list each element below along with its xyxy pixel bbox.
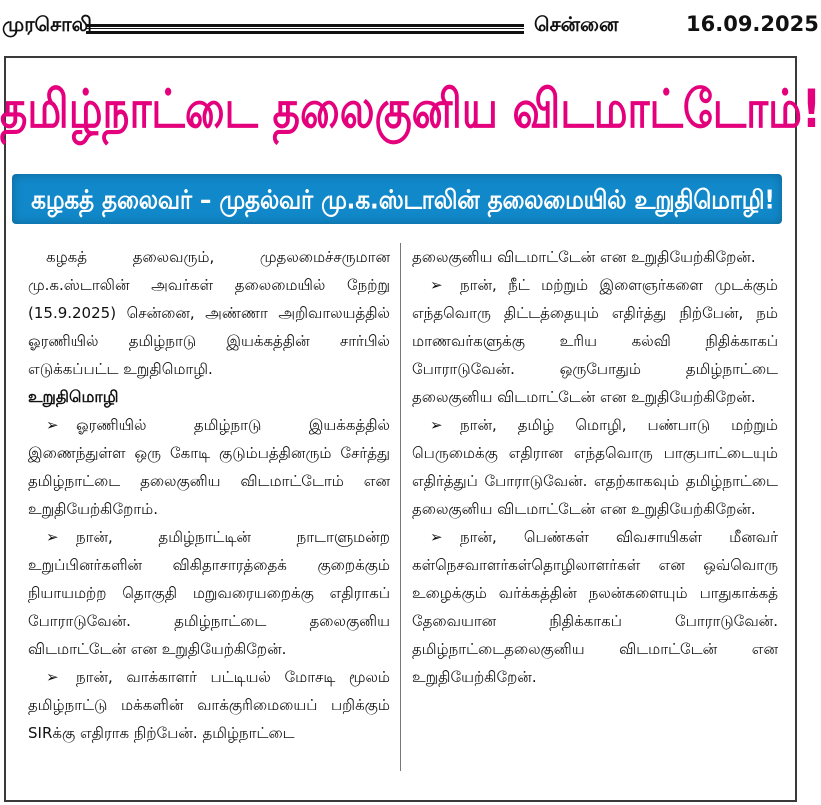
pledge-text: நான், வாக்காளர் பட்டியல் மோசடி மூலம் தமிழ்நாட்டு மக்களின் வாக்குரிமையைப் பறிக்கும் SIRக்கு எதிராக நிற்பேன். தமிழ்நாட்டை xyxy=(28,668,390,742)
pledge-continuation: தலைகுனிய விடமாட்டேன் என உறுதியேற்கிறேன். xyxy=(412,248,756,266)
arrow-bullet-icon: ➢ xyxy=(430,276,443,294)
dateline-date: 16.09.2025 xyxy=(686,12,819,36)
article-column-right xyxy=(412,243,778,691)
arrow-bullet-icon: ➢ xyxy=(46,416,59,434)
dateline-place: சென்னை xyxy=(534,12,619,36)
pledge-text: நான், தமிழ் மொழி, பண்பாடு மற்றும் பெருமைக்கு எதிரான எந்தவொரு பாகுபாட்டையும் எதிர்த்துப் போராடுவேன். எதற்காகவும் தமிழ்நாட்டை தலைகுனிய விடமாட்டேன் என உறுதியேற்கிறேன். xyxy=(412,416,778,518)
headline: தமிழ்நாட்டை தலைகுனிய விடமாட்டோம்! xyxy=(0,78,821,140)
pledge-item xyxy=(412,271,778,411)
arrow-bullet-icon: ➢ xyxy=(46,668,59,686)
pledge-item xyxy=(28,411,390,523)
masthead: முரசொலி xyxy=(2,12,92,36)
pledge-item xyxy=(28,663,390,747)
intro-paragraph: கழகத் தலைவரும், முதலமைச்சருமான மு.க.ஸ்டாலின் அவர்கள் தலைமையில் நேற்று (15.9.2025) சென்னை, அண்ணா அறிவாலயத்தில் ஓரணியில் தமிழ்நாடு இயக்கத்தின் சார்பில் எடுக்கப்பட்ட உறுதிமொழி. xyxy=(28,248,390,378)
header-rule xyxy=(86,24,524,34)
pledge-heading: உறுதிமொழி xyxy=(28,387,119,406)
pledge-text: நான், தமிழ்நாட்டின் நாடாளுமன்ற உறுப்பினர்களின் விகிதாசாரத்தைக் குறைக்கும் நியாயமற்ற தொகுதி மறுவரையறைக்கு எதிராகப் போராடுவேன். தமிழ்நாட்டை தலைகுனிய விடமாட்டேன் என உறுதியேற்கிறேன். xyxy=(28,528,390,658)
pledge-item xyxy=(28,523,390,663)
arrow-bullet-icon: ➢ xyxy=(430,528,443,546)
pledge-text: நான், நீட் மற்றும் இளைஞர்களை முடக்கும் எந்தவொரு திட்டத்தையும் எதிர்த்து நிற்பேன், நம் மாணவர்களுக்கு உரிய கல்வி நிதிக்காகப் போராடுவேன். ஒருபோதும் தமிழ்நாட்டை தலைகுனிய விடமாட்டேன் என உறுதியேற்கிறேன். xyxy=(412,276,778,406)
column-divider xyxy=(400,243,401,771)
pledge-item xyxy=(412,411,778,523)
pledge-text: நான், பெண்கள் விவசாயிகள் மீனவர் கள்நெசவாளர்கள்தொழிலாளர்கள் என ஒவ்வொரு உழைக்கும் வர்க்கத்தின் நலன்களையும் பாதுகாக்கத் தேவையான நிதிக்காகப் போராடுவேன். தமிழ்நாட்டைதலைகுனிய விடமாட்டேன் என உறுதியேற்கிறேன். xyxy=(412,528,778,686)
arrow-bullet-icon: ➢ xyxy=(46,528,59,546)
page-header xyxy=(0,0,819,52)
subheadline: கழகத் தலைவர் – முதல்வர் மு.க.ஸ்டாலின் தலைமையில் உறுதிமொழி! xyxy=(31,186,775,216)
pledge-item xyxy=(412,523,778,691)
article-column-left xyxy=(28,243,390,747)
arrow-bullet-icon: ➢ xyxy=(430,416,443,434)
pledge-text: ஓரணியில் தமிழ்நாடு இயக்கத்தில் இணைந்துள்ள ஒரு கோடி குடும்பத்தினரும் சேர்த்து தமிழ்நாட்டை தலைகுனிய விடமாட்டோம் என உறுதியேற்கிறோம். xyxy=(28,416,390,518)
